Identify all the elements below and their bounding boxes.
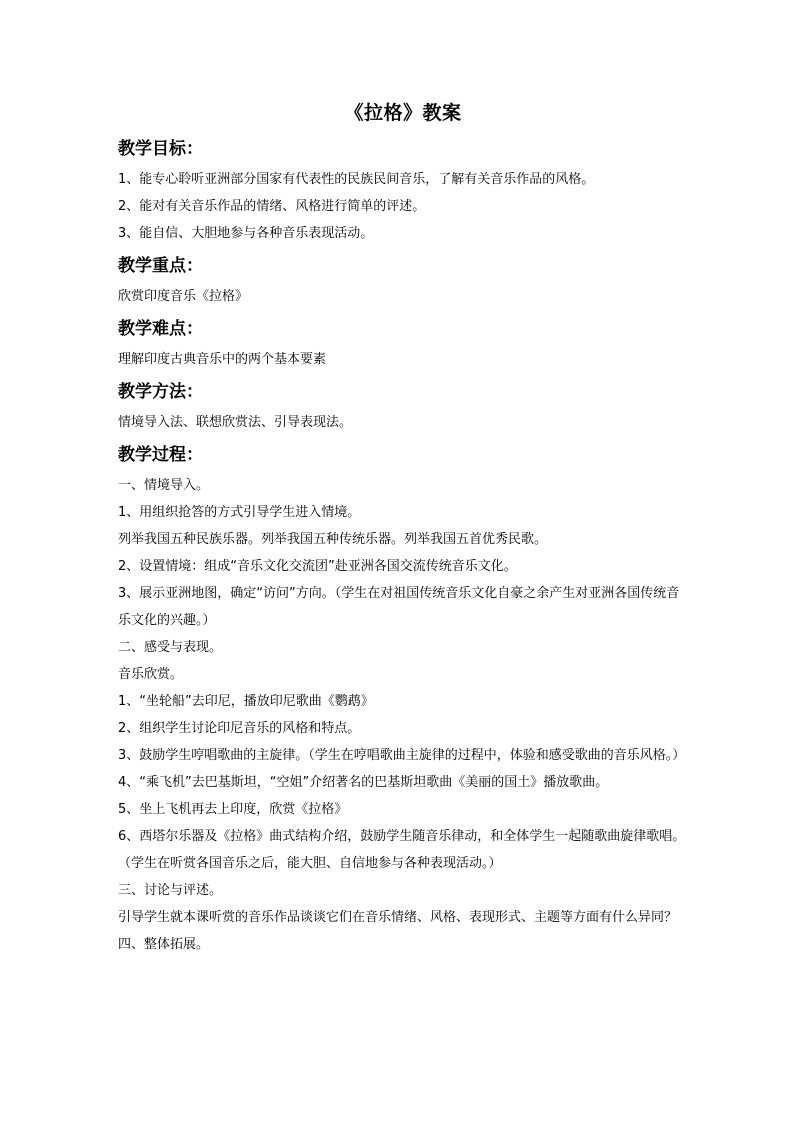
methods-text: 情境导入法、联想欣赏法、引导表现法。 <box>118 415 353 430</box>
key-point-heading: 教学重点： <box>118 256 203 276</box>
process-line: 列举我国五种民族乐器。列举我国五种传统乐器。列举我国五首优秀民歌。 <box>118 532 548 547</box>
process-line: 引导学生就本课听赏的音乐作品谈谈它们在音乐情绪、风格、表现形式、主题等方面有什么异同？ <box>118 910 678 925</box>
difficulty-heading: 教学难点： <box>118 319 203 339</box>
process-line: 音乐欣赏。 <box>118 667 184 682</box>
objective-item: 2、能对有关音乐作品的情绪、风格进行简单的评述。 <box>118 199 426 214</box>
process-line: 1、“坐轮船”去印尼，播放印尼歌曲《鹦鹉》 <box>118 694 374 709</box>
objective-item: 1、能专心聆听亚洲部分国家有代表性的民族民间音乐，了解有关音乐作品的风格。 <box>118 172 595 187</box>
process-line: 三、讨论与评述。 <box>118 883 223 898</box>
process-line: 3、鼓励学生哼唱歌曲的主旋律。（学生在哼唱歌曲主旋律的过程中，体验和感受歌曲的音乐风格。） <box>118 748 686 763</box>
objective-item: 3、能自信、大胆地参与各种音乐表现活动。 <box>118 226 374 241</box>
process-line: 4、“乘飞机”去巴基斯坦，“空姐”介绍著名的巴基斯坦歌曲《美丽的国土》播放歌曲。 <box>118 775 609 790</box>
process-line: 2、组织学生讨论印尼音乐的风格和特点。 <box>118 721 361 736</box>
process-line: 5、坐上飞机再去上印度，欣赏《拉格》 <box>118 802 348 817</box>
methods-heading: 教学方法： <box>118 382 203 402</box>
process-heading: 教学过程： <box>118 445 203 465</box>
process-line: 二、感受与表现。 <box>118 640 223 655</box>
process-line: 一、情境导入。 <box>118 478 210 493</box>
process-line: 6、西塔尔乐器及《拉格》曲式结构介绍，鼓励学生随音乐律动，和全体学生一起随歌曲旋律歌唱。（学生在听赏各国音乐之后，能大胆、自信地参与各种表现活动。） <box>118 829 686 871</box>
document-title: 《拉格》教案 <box>344 102 462 124</box>
process-line: 1、用组织抢答的方式引导学生进入情境。 <box>118 505 361 520</box>
difficulty-text: 理解印度古典音乐中的两个基本要素 <box>118 352 327 367</box>
process-line: 3、展示亚洲地图，确定“访问”方向。（学生在对祖国传统音乐文化自豪之余产生对亚洲各国传统音乐文化的兴趣。） <box>118 586 680 628</box>
document-content <box>118 98 688 958</box>
objectives-heading: 教学目标： <box>118 139 203 159</box>
process-line: 四、整体拓展。 <box>118 937 210 952</box>
process-line: 2、设置情境：组成“音乐文化交流团”赴亚洲各国交流传统音乐文化。 <box>118 559 517 574</box>
key-point-text: 欣赏印度音乐《拉格》 <box>118 289 249 304</box>
